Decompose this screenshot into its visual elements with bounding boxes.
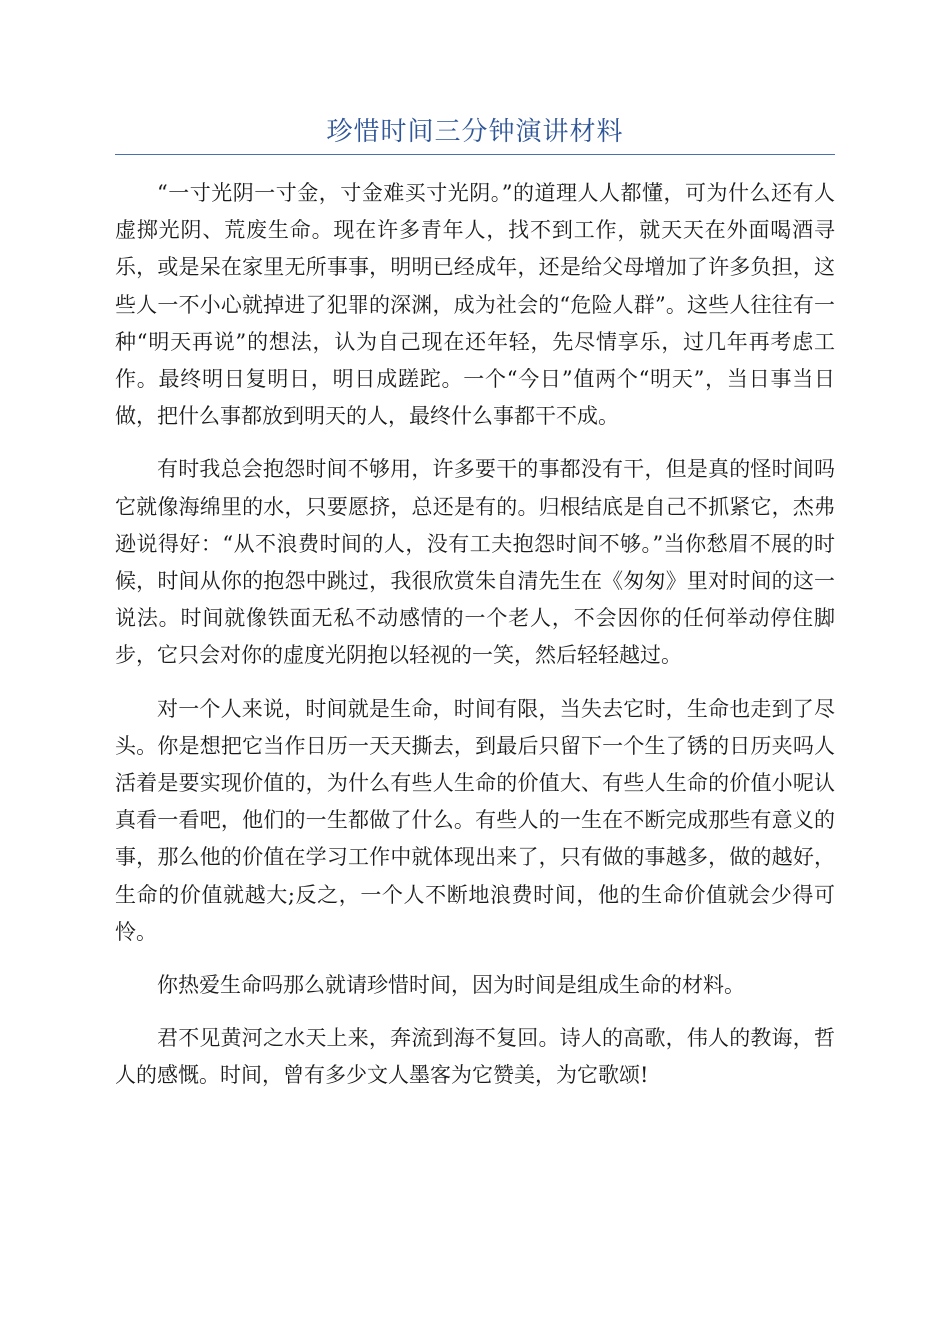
paragraph-5: 君不见黄河之水天上来，奔流到海不复回。诗人的高歌，伟人的教诲，哲人的感慨。时间，曾有多少文人墨客为它赞美，为它歌颂! (115, 1026, 835, 1088)
paragraph-4: 你热爱生命吗那么就请珍惜时间，因为时间是组成生命的材料。 (157, 973, 745, 998)
paragraph-1: “一寸光阴一寸金，寸金难买寸光阴。”的道理人人都懂，可为什么还有人虚掷光阴、荒废生命。现在许多青年人，找不到工作，就天天在外面喝酒寻乐，或是呆在家里无所事事，明明已经成年，还是给父母增加了许多负担，这些人一不小心就掉进了犯罪的深渊，成为社会的“危险人群”。这些人往往有一种“明天再说”的想法，认为自己现在还年轻，先尽情享乐，过几年再考虑工作。最终明日复明日，明日成蹉跎。一个“今日”值两个“明天”，当日事当日做，把什么事都放到明天的人，最终什么事都干不成。 (115, 181, 835, 429)
title-underline (115, 154, 835, 155)
document-body (115, 175, 835, 1111)
paragraph-2: 有时我总会抱怨时间不够用，许多要干的事都没有干，但是真的怪时间吗它就像海绵里的水，只要愿挤，总还是有的。归根结底是自己不抓紧它，杰弗逊说得好：“从不浪费时间的人，没有工夫抱怨时间不够。”当你愁眉不展的时候，时间从你的抱怨中跳过，我很欣赏朱自清先生在《匆匆》里对时间的这一说法。时间就像铁面无私不动感情的一个老人，不会因你的任何举动停住脚步，它只会对你的虚度光阴抱以轻视的一笑，然后轻轻越过。 (115, 457, 835, 668)
paragraph-3: 对一个人来说，时间就是生命，时间有限，当失去它时，生命也走到了尽头。你是想把它当作日历一天天撕去，到最后只留下一个生了锈的日历夹吗人活着是要实现价值的，为什么有些人生命的价值大、有些人生命的价值小呢认真看一看吧，他们的一生都做了什么。有些人的一生在不断完成那些有意义的事，那么他的价值在学习工作中就体现出来了，只有做的事越多，做的越好，生命的价值就越大;反之，一个人不断地浪费时间，他的生命价值就会少得可怜。 (115, 696, 835, 944)
document-title: 珍惜时间三分钟演讲材料 (326, 117, 624, 147)
